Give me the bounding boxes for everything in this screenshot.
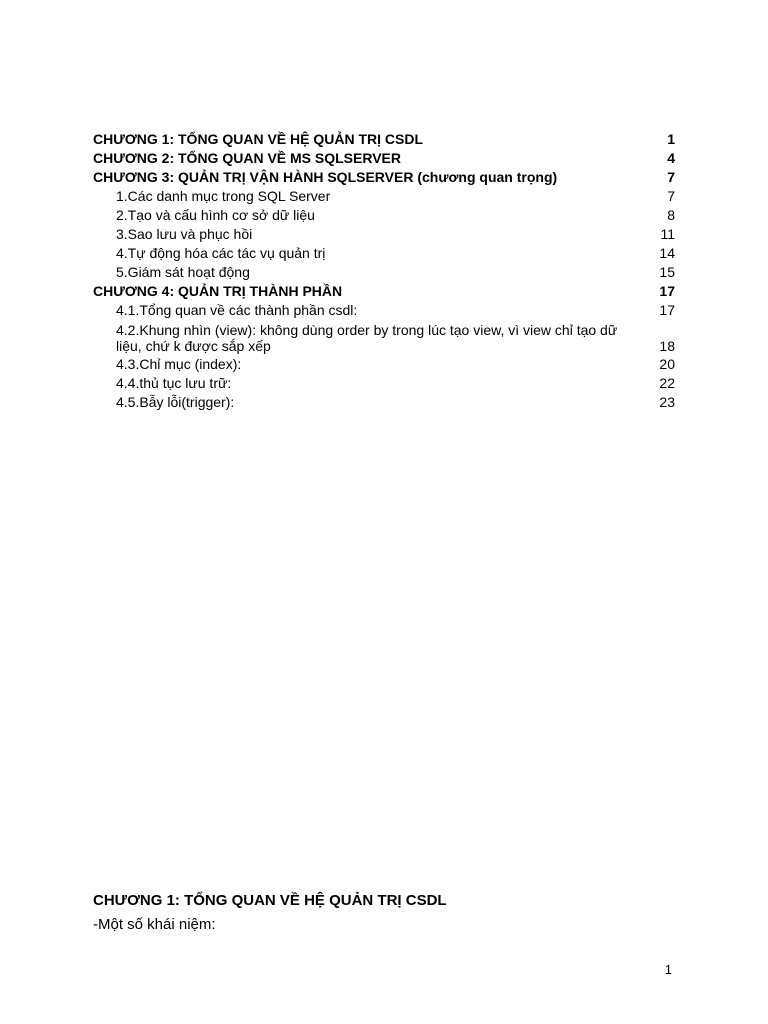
toc-entry-page: 14: [659, 245, 675, 261]
toc-entry[interactable]: [93, 393, 675, 412]
toc-entry-page: 11: [660, 226, 675, 242]
page-number: 1: [664, 962, 672, 977]
toc-entry[interactable]: [93, 263, 675, 282]
toc-entry-page: 17: [659, 302, 675, 318]
toc-entry-label: CHƯƠNG 1: TỔNG QUAN VỀ HỆ QUẢN TRỊ CSDL: [93, 131, 424, 147]
toc-entry-label: 3.Sao lưu và phục hồi: [116, 226, 253, 242]
toc-entry-label: 5.Giám sát hoạt động: [116, 264, 250, 280]
toc-entry-page: 23: [659, 394, 675, 410]
toc-entry[interactable]: [93, 187, 675, 206]
toc-entry-label: 2.Tạo và cấu hình cơ sở dữ liệu: [116, 207, 315, 223]
chapter-heading: CHƯƠNG 1: TỔNG QUAN VỀ HỆ QUẢN TRỊ CSDL: [93, 892, 447, 909]
toc-entry[interactable]: [93, 374, 675, 393]
toc-entry-label: CHƯƠNG 3: QUẢN TRỊ VẬN HÀNH SQLSERVER (chương quan trọng): [93, 169, 558, 185]
toc-entry-label: 4.Tự động hóa các tác vụ quản trị: [116, 245, 326, 261]
toc-entry[interactable]: [93, 206, 675, 225]
toc-entry-page: 17: [659, 283, 675, 299]
toc-entry[interactable]: [93, 168, 675, 187]
toc-entry-label: 4.5.Bẫy lỗi(trigger):: [116, 394, 235, 410]
toc-entry-page: 7: [667, 188, 675, 204]
toc-entry-label: 4.3.Chỉ mục (index):: [116, 356, 242, 372]
toc-entry[interactable]: [93, 355, 675, 374]
body-text: -Một số khái niệm:: [93, 916, 216, 933]
toc-entry[interactable]: [93, 244, 675, 263]
toc-entry-label: 4.2.Khung nhìn (view): không dùng order by trong lúc tạo view, vì view chỉ tạo dữ liệu, chứ k được sắp xếp: [116, 322, 618, 354]
toc-entry-page: 18: [659, 338, 675, 354]
toc-entry-label: 1.Các danh mục trong SQL Server: [116, 188, 331, 204]
toc-entry-label: 4.4.thủ tục lưu trữ:: [116, 375, 232, 391]
toc-entry[interactable]: [93, 282, 675, 301]
toc-entry-page: 8: [667, 207, 675, 223]
table-of-contents: [93, 130, 675, 412]
toc-entry-page: 7: [667, 169, 675, 185]
toc-entry[interactable]: [93, 301, 675, 320]
toc-entry-label: CHƯƠNG 2: TỔNG QUAN VỀ MS SQLSERVER: [93, 150, 401, 166]
toc-entry[interactable]: [93, 130, 675, 149]
toc-entry-page: 20: [659, 356, 675, 372]
toc-entry[interactable]: [93, 225, 675, 244]
toc-entry-label: 4.1.Tổng quan về các thành phần csdl:: [116, 302, 358, 318]
toc-entry-page: 4: [667, 150, 675, 166]
toc-entry[interactable]: [93, 149, 675, 168]
toc-entry-page: 22: [659, 375, 675, 391]
toc-entry-page: 1: [667, 131, 675, 147]
toc-entry-label: CHƯƠNG 4: QUẢN TRỊ THÀNH PHẦN: [93, 283, 343, 299]
toc-entry[interactable]: [93, 322, 675, 354]
toc-entry-page: 15: [659, 264, 675, 280]
